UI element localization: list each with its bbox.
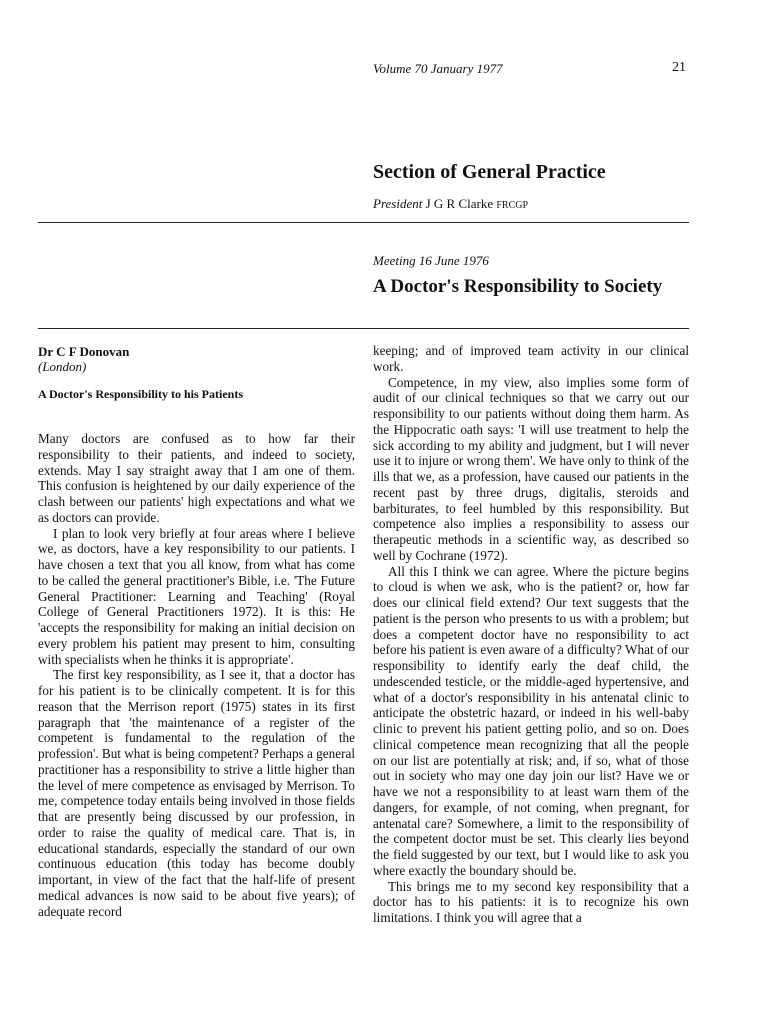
body-column-right xyxy=(373,343,689,926)
paragraph: I plan to look very briefly at four areas where I believe we, as doctors, have a key responsibility to our patients. I have chosen a text that you all know, from what has come to be called the general practitioner's Bible, i.e. 'The Future General Practitioner: Learning and Teaching' (Royal College of General Practitioners 1972). It is this: He 'accepts the responsibility for making an initial decision on every problem his patient may present to him, consulting with specialists when he thinks it is appropriate'. xyxy=(38,525,355,667)
president-qualification: FRCGP xyxy=(496,200,529,211)
author-affiliation: (London) xyxy=(38,359,87,374)
article-title: A Doctor's Responsibility to Society xyxy=(373,276,663,297)
section-president xyxy=(373,196,528,212)
page-number: 21 xyxy=(672,60,686,75)
body-column-left xyxy=(38,431,355,919)
president-name: J G R Clarke xyxy=(425,196,494,211)
journal-volume-date: Volume 70 January 1977 xyxy=(373,61,503,76)
paragraph: This brings me to my second key responsibility that a doctor has to his patients: it is to recognize his own limitations. I think you will agree that a xyxy=(373,878,689,925)
meeting-date: Meeting 16 June 1976 xyxy=(373,253,489,268)
article-subtitle: A Doctor's Responsibility to his Patients xyxy=(38,387,244,401)
president-prefix: President xyxy=(373,196,423,211)
paragraph: The first key responsibility, as I see it, that a doctor has for his patient is to be clinically competent. It is for this reason that the Merrison report (1975) states in its first paragraph that 'the maintenance of a register of the competent is fundamental to the regulation of the profession'. But what is being competent? Perhaps a general practitioner has a responsibility to strive a little higher than the level of mere competence as envisaged by Merrison. To me, competence today entails being involved in those fields that are presently being discussed by our profession, in order to raise the quality of medical care. That is, in educational standards, especially the standard of our own continuous education (this today has become doubly important, in view of the fact that the half-life of present medical advances is now said to be about five years); of adequate record xyxy=(38,667,355,919)
paragraph: Competence, in my view, also implies some form of audit of our clinical techniques so that we carry out our responsibility to our patients without doing them harm. As the Hippocratic oath says: 'I will use treatment to help the sick according to my ability and judgment, but I will never use it to injure or wrong them'. We have only to think of the ills that we, as a profession, have caused our patients in the recent past by three drugs, digitalis, steroids and barbiturates, to feel humbled by this responsibility. But competence also implies a responsibility to assess our therapeutic methods in a scientific way, as described so well by Cochrane (1972). xyxy=(373,374,689,563)
section-title: Section of General Practice xyxy=(373,161,606,183)
rule-middle xyxy=(38,328,689,329)
author-name: Dr C F Donovan xyxy=(38,344,130,359)
paragraph: All this I think we can agree. Where the picture begins to cloud is when we ask, who is the patient? or, how far does our clinical field extend? Our text suggests that the patient is the person who presents to us with a problem; but does a competent doctor have no responsibility to act before his patient is even aware of a difficulty? What of our responsibility to identify early the deaf child, the undescended testicle, or the middle-aged hypertensive, and what of a doctor's responsibility in his antenatal clinic to anticipate the obstetric hazard, or indeed in his well-baby clinic to prevent his patient getting polio, and so on. Does clinical competence mean recognizing that all the people on our list are potentially at risk; and, if so, what of those out in society who may one day join our list? Have we or have we not a responsibility to at least warn them of the dangers, for example, of not coming, when pregnant, for antenatal care? Somewhere, a limit to the responsibility of the competent doctor must be set. This clearly lies beyond the field suggested by our text, but I would like to ask you where exactly the boundary should be. xyxy=(373,563,689,878)
paragraph: Many doctors are confused as to how far their responsibility to their patients, and indeed to society, extends. May I say straight away that I am one of them. This confusion is heightened by our daily experience of the clash between our patients' high expectations and what we as doctors can provide. xyxy=(38,431,355,525)
paragraph: keeping; and of improved team activity in our clinical work. xyxy=(373,343,689,374)
rule-top xyxy=(38,222,689,223)
